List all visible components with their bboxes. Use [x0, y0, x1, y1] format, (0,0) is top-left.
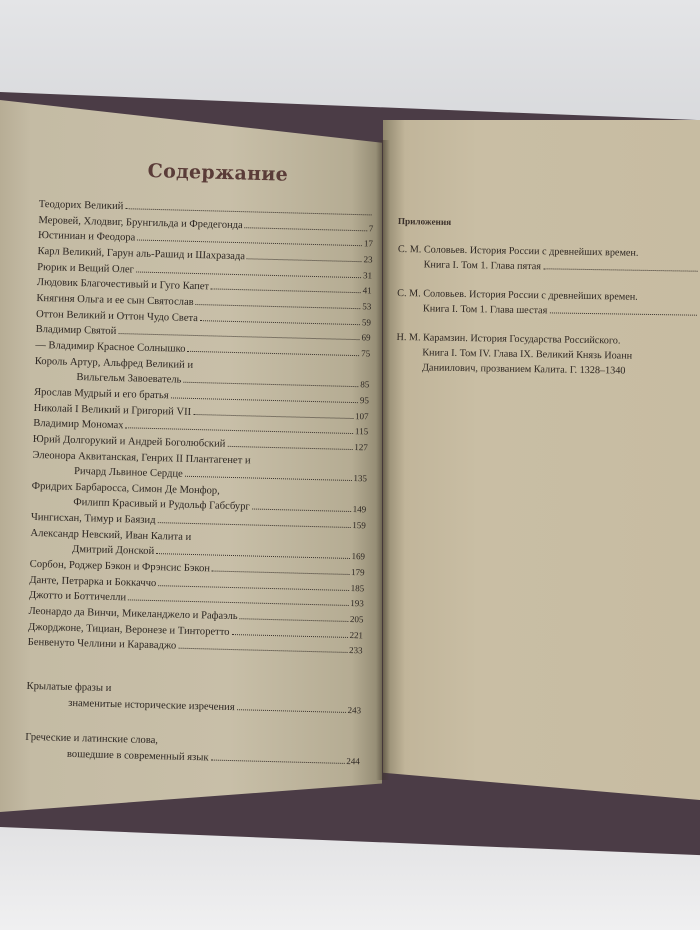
toc-entry-title: Джорджоне, Тициан, Веронезе и Тинторетто	[27, 621, 230, 638]
toc-list	[25, 197, 374, 770]
toc-leader-dots	[125, 208, 371, 215]
toc-leader-dots	[158, 585, 348, 591]
toc-entry-title: Джотто и Боттичелли	[28, 590, 127, 604]
toc-entry-title: Ричард Львиное Сердце	[73, 466, 183, 480]
toc-leader-dots	[137, 240, 362, 247]
toc-entry-title: Юстиниан и Феодора	[37, 230, 136, 244]
toc-leader-dots	[210, 760, 344, 764]
appendix-entry-text: Книга I. Том 1. Глава пятая	[423, 259, 542, 273]
toc-page-number: 59	[361, 316, 372, 328]
toc-entry-title: Леонардо да Винчи, Микеланджело и Рафаэль	[28, 605, 238, 623]
appendix-entry	[397, 286, 697, 321]
toc-leader-dots	[211, 289, 361, 294]
toc-page-number: 159	[352, 520, 366, 531]
toc-entry-title: Вильгельм Завоеватель	[76, 372, 182, 386]
appendix-title: Приложения	[397, 216, 452, 228]
toc-entry-title: Людовик Благочестивый и Гуго Капет	[36, 277, 210, 293]
toc-page-number: 179	[350, 567, 365, 578]
toc-page-number: 31	[363, 269, 373, 281]
toc-entry-title: Бенвенуто Челлини и Караваджо	[27, 637, 177, 652]
toc-leader-dots	[125, 427, 352, 434]
toc-page-number: 23	[363, 254, 373, 265]
appendix-entry-line: Н. М. Карамзин. История Государства Российского.	[396, 331, 621, 347]
toc-entry-title: Николай I Великий и Григорий VII	[33, 402, 192, 418]
toc-entry-title: Оттон Великий и Оттон Чудо Света	[35, 308, 199, 324]
toc-entry-title: Элеонора Аквитанская, Генрих II Плантагенет и	[32, 449, 251, 466]
toc-leader-dots	[196, 304, 361, 309]
toc-entry-title: Карл Великий, Гарун аль-Рашид и Шахразада	[37, 245, 246, 263]
appendix-entry	[398, 242, 698, 277]
toc-leader-dots	[118, 333, 359, 340]
toc-entry-title: Чингисхан, Тимур и Баязид	[30, 512, 156, 527]
toc-page-number: 41	[362, 285, 372, 296]
toc-entry-title: вошедшие в современный язык	[66, 748, 209, 764]
toc-entry-title: Данте, Петрарка и Боккаччо	[29, 574, 157, 589]
toc-leader-dots	[156, 554, 349, 560]
toc-entry-title: — Владимир Красное Солнышко	[35, 339, 186, 355]
appendix-list	[396, 242, 698, 394]
appendix-entry-line: С. М. Соловьев. История России с древнейших времен.	[397, 243, 639, 259]
toc-entry-title: Король Артур, Альфред Великий и	[34, 355, 194, 371]
toc-leader-dots	[237, 709, 346, 713]
toc-entry-title: Юрий Долгорукий и Андрей Боголюбский	[32, 433, 226, 450]
toc-leader-dots	[247, 258, 362, 262]
toc-page-number: 185	[350, 582, 365, 594]
toc-page-number: 243	[347, 704, 362, 716]
appendix-leader-dots	[544, 268, 698, 271]
appendix-entry-line: С. М. Соловьев. История России с древнейших времен.	[397, 287, 638, 303]
toc-title: Содержание	[147, 160, 289, 186]
toc-leader-dots	[231, 634, 347, 638]
toc-entry-title: Княгиня Ольга и ее сын Святослав	[36, 292, 194, 308]
toc-leader-dots	[245, 227, 367, 231]
toc-page-number: 149	[352, 504, 367, 515]
toc-page-number: 107	[354, 410, 369, 421]
toc-leader-dots	[187, 351, 359, 356]
toc-leader-dots	[128, 600, 348, 607]
toc-entry-title: Крылатые фразы и	[26, 680, 112, 695]
toc-page-number: 75	[361, 348, 371, 359]
toc-leader-dots	[240, 618, 348, 622]
toc-entry-title: Греческие и латинские слова,	[25, 732, 159, 747]
toc-entry-title: Владимир Мономах	[33, 418, 124, 432]
toc-leader-dots	[178, 648, 347, 653]
toc-page-number: 205	[349, 614, 364, 625]
toc-page-number: 135	[353, 473, 368, 484]
appendix-leader-dots	[550, 312, 697, 315]
toc-entry-title: Фридрих Барбаросса, Симон Де Монфор,	[31, 480, 220, 497]
toc-page-number: 7	[368, 223, 374, 234]
toc-page-number: 95	[359, 395, 370, 406]
toc-entry-title: Сорбон, Роджер Бэкон и Фрэнсис Бэкон	[29, 558, 211, 575]
toc-page-number: 69	[361, 332, 371, 343]
appendix-entry-text: Книга I. Том IV. Глава IX. Великий Князь Иоанн	[422, 347, 633, 362]
toc-page-number: 169	[351, 551, 366, 562]
toc-leader-dots	[185, 476, 352, 481]
toc-page-number: 244	[346, 755, 360, 767]
toc-entry-title: Теодорих Великий	[38, 198, 124, 213]
toc-leader-dots	[200, 320, 360, 325]
toc-entry-title: знаменитые исторические изречения	[68, 697, 235, 713]
appendix-entry-text: Книга I. Том 1. Глава шестая	[422, 303, 548, 317]
toc-leader-dots	[157, 522, 350, 528]
toc-page-number: 233	[349, 645, 363, 656]
toc-page-number: 85	[360, 379, 370, 390]
toc-page-number: 53	[362, 301, 372, 312]
toc-entry-title: Владимир Святой	[35, 324, 117, 338]
book-gutter	[376, 140, 390, 780]
toc-entry-title: Дмитрий Донской	[71, 544, 155, 558]
toc-entry-title: Филипп Красивый и Рудольф Габсбург	[73, 497, 250, 513]
toc-entry-title: Ярослав Мудрый и его братья	[33, 386, 169, 402]
toc-leader-dots	[212, 571, 349, 575]
toc-entry-title: Рюрик и Вещий Олег	[37, 261, 135, 276]
toc-leader-dots	[136, 271, 361, 278]
toc-page-number: 193	[350, 598, 364, 609]
toc-leader-dots	[183, 382, 358, 387]
toc-entry-title: Александр Невский, Иван Калита и	[30, 527, 192, 543]
toc-leader-dots	[193, 414, 353, 419]
toc-leader-dots	[252, 509, 351, 513]
toc-page-number: 17	[363, 238, 374, 249]
appendix-entry-line: Даниилович, прозванием Калита. Г. 1328–1340	[421, 362, 626, 377]
toc-leader-dots	[171, 397, 358, 403]
appendix-entry	[396, 330, 697, 380]
toc-leader-dots	[227, 446, 352, 450]
toc-page-number: 221	[349, 629, 364, 641]
toc-page-number: 115	[354, 426, 369, 437]
toc-page-number: 127	[354, 441, 368, 453]
toc-entry-title: Меровей, Хлодвиг, Брунгильда и Фредегонда	[38, 214, 243, 231]
